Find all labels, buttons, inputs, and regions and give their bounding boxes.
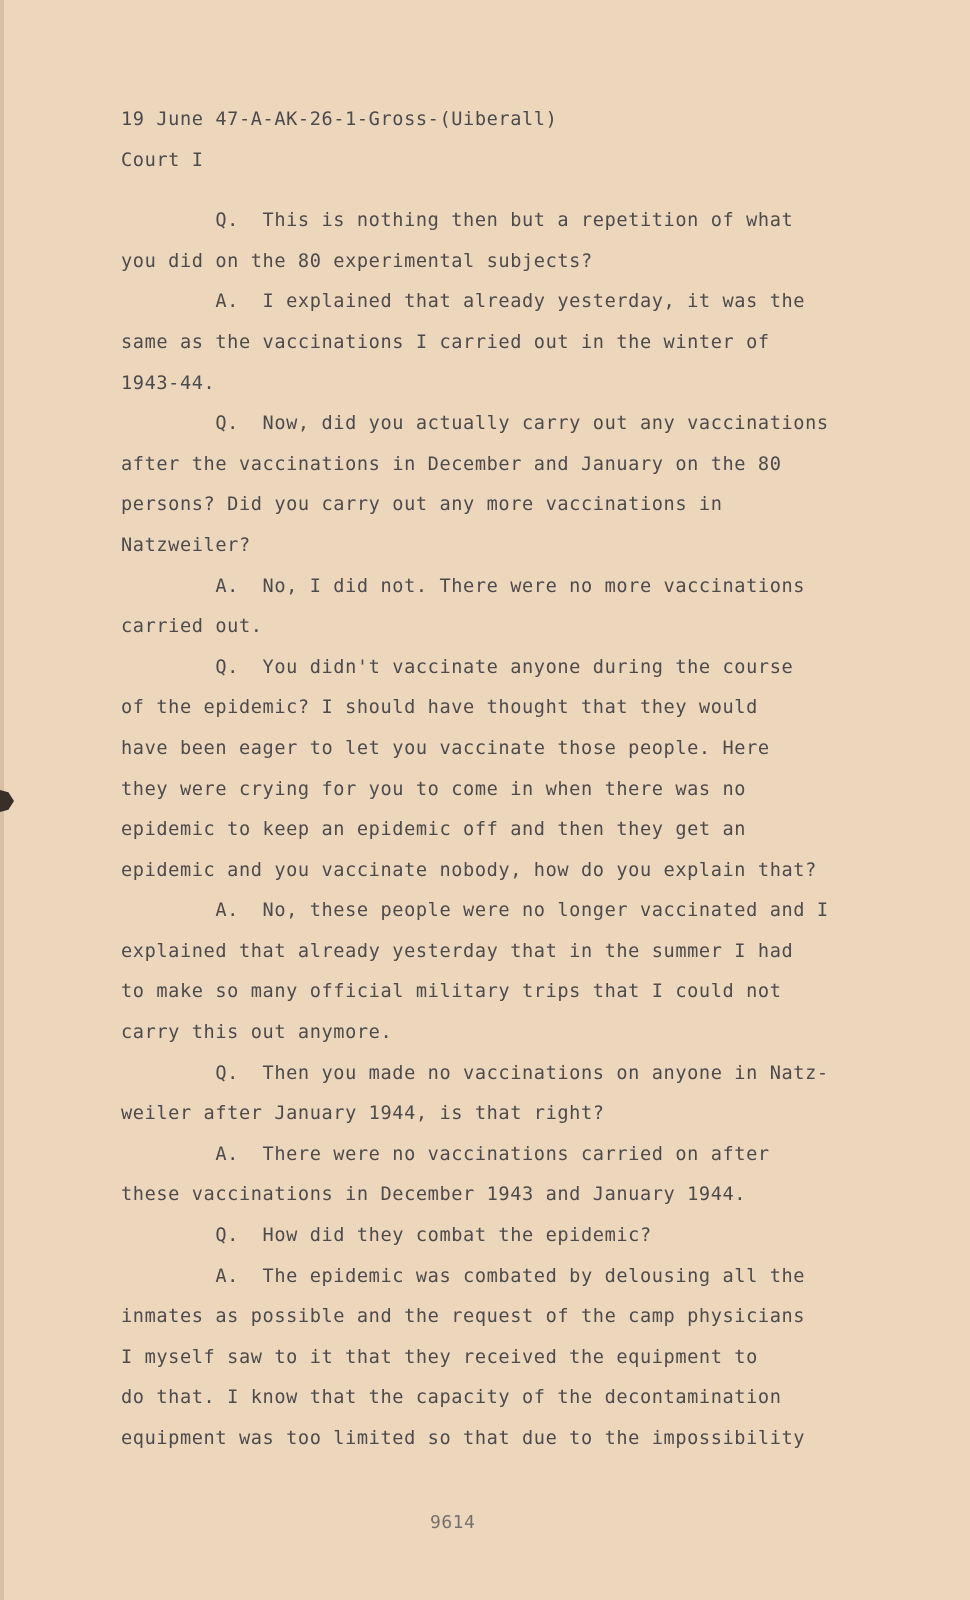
transcript-line: I myself saw to it that they received the equipment to [121, 1346, 758, 1368]
header-court: Court I [121, 149, 204, 171]
transcript-text [121, 100, 941, 1460]
transcript-line: epidemic to keep an epidemic off and then they get an [121, 819, 747, 841]
binding-tab-mark [0, 790, 14, 812]
transcript-line: these vaccinations in December 1943 and January 1944. [121, 1184, 747, 1206]
transcript-line: equipment was too limited so that due to the impossibility [121, 1428, 806, 1449]
transcript-line: after the vaccinations in December and January on the 80 [121, 453, 782, 475]
transcript-line: of the epidemic? I should have thought that they would [121, 697, 758, 719]
transcript-line: inmates as possible and the request of the camp physicians [121, 1306, 806, 1328]
transcript-line: epidemic and you vaccinate nobody, how do you explain that? [121, 859, 817, 881]
transcript-line: Natzweiler? [121, 534, 251, 556]
transcript-line: they were crying for you to come in when there was no [121, 778, 747, 800]
transcript-line: explained that already yesterday that in the summer I had [121, 940, 794, 962]
transcript-line: weiler after January 1944, is that right? [121, 1103, 605, 1125]
transcript-line: do that. I know that the capacity of the decontamination [121, 1387, 782, 1409]
transcript-line: have been eager to let you vaccinate those people. Here [121, 737, 770, 759]
transcript-line: Q. How did they combat the epidemic? [121, 1225, 652, 1247]
transcript-line: Q. Now, did you actually carry out any vaccinations [121, 413, 829, 435]
transcript-line: carried out. [121, 616, 263, 638]
transcript-line: Q. You didn't vaccinate anyone during the course [121, 656, 794, 678]
transcript-line: 1943-44. [121, 372, 216, 394]
transcript-line: Q. Then you made no vaccinations on anyone in Natz- [121, 1062, 829, 1084]
transcript-line: carry this out anymore. [121, 1022, 393, 1044]
transcript-line: persons? Did you carry out any more vaccinations in [121, 494, 723, 516]
transcript-line: A. I explained that already yesterday, it was the [121, 291, 806, 313]
transcript-line: Q. This is nothing then but a repetition of what [121, 210, 794, 232]
transcript-line: A. No, these people were no longer vaccinated and I [121, 900, 829, 922]
transcript-line: same as the vaccinations I carried out in the winter of [121, 331, 770, 353]
transcript-line: to make so many official military trips that I could not [121, 981, 782, 1003]
transcript-line: A. There were no vaccinations carried on after [121, 1143, 770, 1165]
transcript-line: A. No, I did not. There were no more vaccinations [121, 575, 806, 597]
transcript-line: A. The epidemic was combated by delousing all the [121, 1265, 806, 1287]
header-reference: 19 June 47-A-AK-26-1-Gross-(Uiberall) [121, 109, 558, 130]
transcript-line: you did on the 80 experimental subjects? [121, 250, 593, 272]
page-number: 9614 [430, 1512, 476, 1533]
